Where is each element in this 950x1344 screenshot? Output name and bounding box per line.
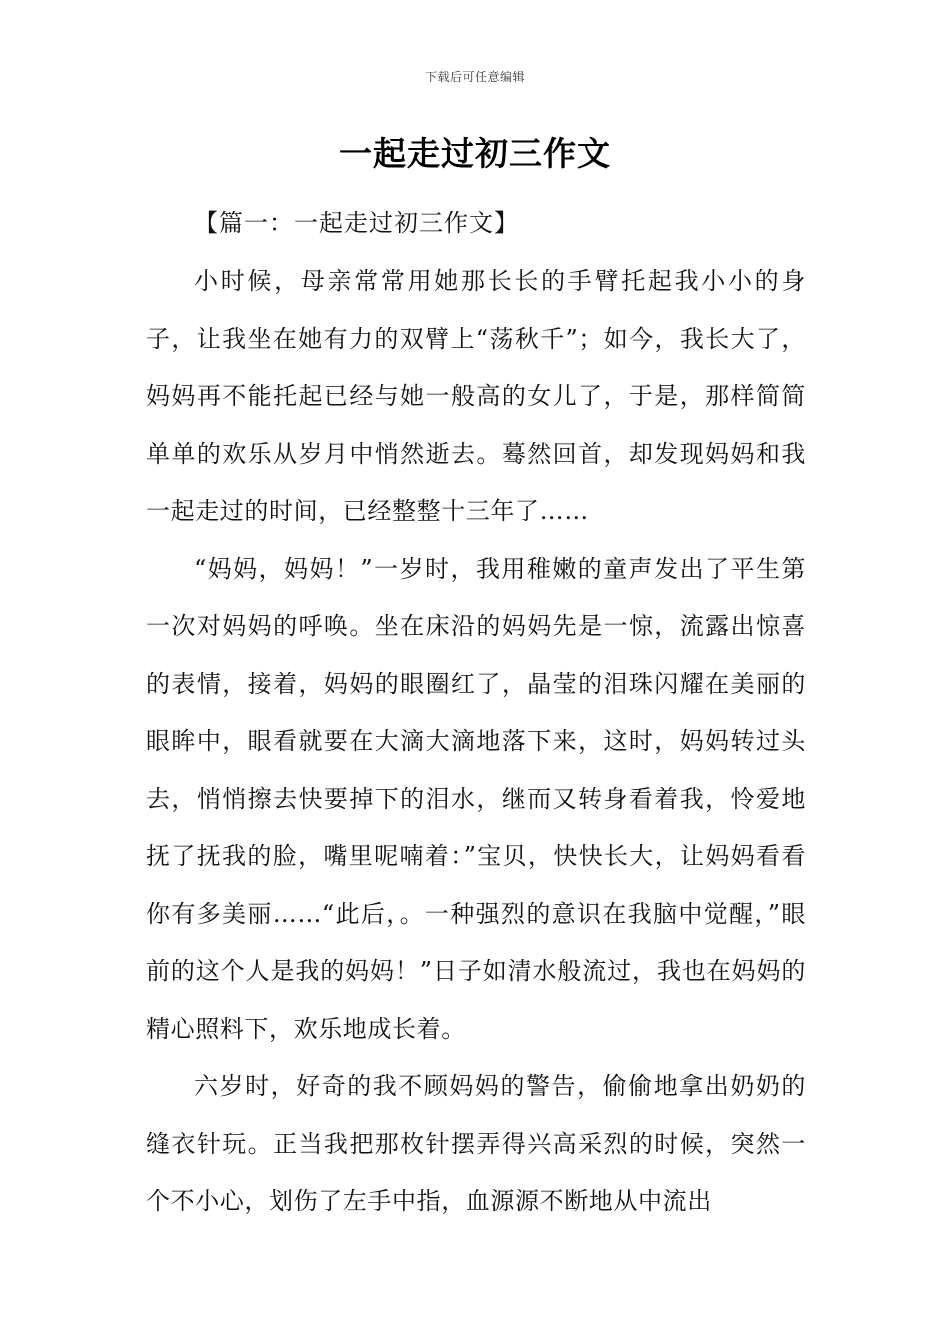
header-note: 下载后可任意编辑 <box>424 70 525 84</box>
paragraph: 六岁时，好奇的我不顾妈妈的警告，偷偷地拿出奶奶的缝衣针玩。正当我把那枚针摆弄得兴高采烈的时候，突然一个不小心，划伤了左手中指，血源源不断地从中流出 <box>146 1072 806 1215</box>
paragraph: 小时候，母亲常常用她那长长的手臂托起我小小的身子，让我坐在她有力的双臂上“荡秋千”；如今，我长大了，妈妈再不能托起已经与她一般高的女儿了，于是，那样简简单单的欢乐从岁月中悄然逝去。蓦然回首，却发现妈妈和我一起走过的时间，已经整整十三年了…… <box>146 267 806 525</box>
paragraph: “妈妈，妈妈！”一岁时，我用稚嫩的童声发出了平生第一次对妈妈的呼唤。坐在床沿的妈妈先是一惊，流露出惊喜的表情，接着，妈妈的眼圈红了，晶莹的泪珠闪耀在美丽的眼眸中，眼看就要在大滴大滴地落下来，这时，妈妈转过头去，悄悄擦去快要掉下的泪水，继而又转身看着我，怜爱地抚了抚我的脸，嘴里呢喃着：”宝贝，快快长大，让妈妈看看你有多美丽……“此后，。一种强烈的意识在我脑中觉醒，”眼前的这个人是我的妈妈！”日子如清水般流过，我也在妈妈的精心照料下，欢乐地成长着。 <box>146 554 806 1043</box>
section-heading: 【篇一：一起走过初三作文】 <box>194 209 519 237</box>
document-title: 一起走过初三作文 <box>339 134 611 173</box>
body-text <box>146 253 806 1231</box>
